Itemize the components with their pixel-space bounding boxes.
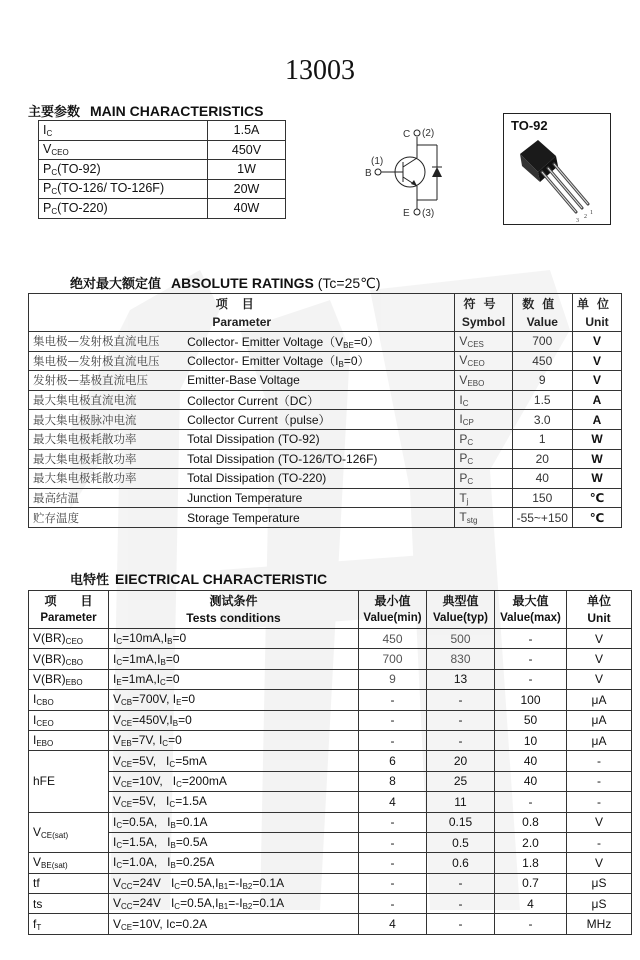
param-cell: $P_C(TO-126/$ TO-126F) (39, 179, 208, 199)
min-cell: 4 (359, 792, 427, 812)
value-cell: 3.0 (512, 410, 572, 430)
min-cell: - (359, 853, 427, 873)
heading-en: MAIN CHARACTERISTICS (90, 103, 264, 119)
unit-cell: μA (567, 730, 632, 750)
main-characteristics-table (38, 120, 286, 219)
max-cell: 50 (495, 710, 567, 730)
param-cell: hFE (29, 751, 109, 812)
header-parameter: 项目 Parameter (29, 294, 455, 332)
typ-cell: 13 (427, 669, 495, 689)
condition-cell: $I_C=0.5A$, $I_B=0.1A$ (109, 812, 359, 832)
table-row (29, 771, 632, 791)
heading-en: ABSOLUTE RATINGS (171, 275, 314, 291)
unit-cell: - (567, 832, 632, 852)
min-cell: 450 (359, 629, 427, 649)
param-cell: $V(BR)_{CEO}$ (29, 629, 109, 649)
param-cn-cell: 发射极—基极直流电压 (29, 371, 184, 391)
package-image-box (503, 113, 611, 225)
unit-cell: W (572, 429, 621, 449)
pin-c-label: C (403, 129, 411, 140)
typ-cell: - (427, 690, 495, 710)
max-cell: - (495, 669, 567, 689)
condition-cell: $V_{EB}=7V$, $I_C=0$ (109, 730, 359, 750)
table-row (29, 873, 632, 893)
table-row (29, 792, 632, 812)
param-cell: $I_{EBO}$ (29, 730, 109, 750)
typ-cell: - (427, 894, 495, 914)
table-row (29, 914, 632, 934)
absolute-ratings-heading (70, 273, 381, 292)
min-cell: - (359, 710, 427, 730)
min-cell: - (359, 894, 427, 914)
pin-b-label: B (365, 168, 372, 179)
param-en-cell: Collector Current（pulse） (183, 410, 455, 430)
unit-cell: μS (567, 873, 632, 893)
param-en-cell: Total Dissipation (TO-126/TO-126F) (183, 449, 455, 469)
param-cell: ts (29, 894, 109, 914)
typ-cell: - (427, 914, 495, 934)
unit-cell: V (567, 629, 632, 649)
param-en-cell: Junction Temperature (183, 488, 455, 508)
unit-cell: A (572, 390, 621, 410)
table-row (29, 629, 632, 649)
table-row (29, 812, 632, 832)
max-cell: - (495, 914, 567, 934)
table-row (29, 449, 622, 469)
header-parameter: 项 目 Parameter (29, 591, 109, 629)
param-cell: $I_{CBO}$ (29, 690, 109, 710)
max-cell: 100 (495, 690, 567, 710)
condition-cell: $V_{CC}=24V$ $I_C=0.5A,I_{B1}=-I_{B2}=0.1A$ (109, 894, 359, 914)
header-unit: 单位 Unit (567, 591, 632, 629)
condition-cell: $I_C=1.0A$, $I_B=0.25A$ (109, 853, 359, 873)
min-cell: 700 (359, 649, 427, 669)
table-row (29, 894, 632, 914)
table-row (29, 351, 622, 371)
condition-cell: $I_C=1mA,I_B=0$ (109, 649, 359, 669)
symbol-cell: $T_{stg}$ (455, 508, 512, 528)
param-cell: $I_C$ (39, 121, 208, 141)
table-row (29, 332, 622, 352)
symbol-cell: $V_{CEO}$ (455, 351, 512, 371)
max-cell: 40 (495, 771, 567, 791)
param-cn-cell: 最大集电极耗散功率 (29, 469, 184, 489)
value-cell: 700 (512, 332, 572, 352)
value-cell: 1.5 (512, 390, 572, 410)
param-cell: $V(BR)_{EBO}$ (29, 669, 109, 689)
min-cell: - (359, 873, 427, 893)
unit-cell: MHz (567, 914, 632, 934)
table-header-row (29, 294, 622, 332)
param-cell: $I_{CEO}$ (29, 710, 109, 730)
table-row (29, 751, 632, 771)
to92-package-icon (504, 114, 612, 226)
unit-cell: μS (567, 894, 632, 914)
unit-cell: V (572, 371, 621, 391)
table-row (29, 730, 632, 750)
symbol-cell: $V_{CES}$ (455, 332, 512, 352)
header-typ: 典型值 Value(typ) (427, 591, 495, 629)
table-row (29, 669, 632, 689)
header-value: 数值 Value (512, 294, 572, 332)
symbol-cell: $V_{EBO}$ (455, 371, 512, 391)
table-row (29, 710, 632, 730)
unit-cell: V (572, 332, 621, 352)
param-cn-cell: 集电极—发射极直流电压 (29, 332, 184, 352)
param-cell: $f_T$ (29, 914, 109, 934)
value-cell: 20W (208, 179, 286, 199)
min-cell: - (359, 832, 427, 852)
typ-cell: 0.6 (427, 853, 495, 873)
value-cell: 9 (512, 371, 572, 391)
condition-cell: $I_C=1.5A$, $I_B=0.5A$ (109, 832, 359, 852)
table-row (39, 140, 286, 160)
unit-cell: V (567, 812, 632, 832)
param-en-cell: Collector- Emitter $Voltage(I_B=0)$ (183, 351, 455, 371)
part-number-title: 13003 (285, 55, 355, 86)
value-cell: 450V (208, 140, 286, 160)
heading-condition: (Tc=25℃) (317, 275, 381, 291)
typ-cell: 20 (427, 751, 495, 771)
unit-cell: A (572, 410, 621, 430)
max-cell: 10 (495, 730, 567, 750)
main-characteristics-heading (28, 101, 263, 120)
header-symbol: 符号 Symbol (455, 294, 512, 332)
unit-cell: V (567, 853, 632, 873)
param-en-cell: Total Dissipation (TO-92) (183, 429, 455, 449)
heading-cn: 主要参数 (28, 105, 81, 120)
electrical-characteristics-table (28, 590, 632, 935)
max-cell: - (495, 629, 567, 649)
param-cn-cell: 最大集电极直流电流 (29, 390, 184, 410)
param-cell: $V(BR)_{CBO}$ (29, 649, 109, 669)
condition-cell: $V_{CC}=24V$ $I_C=0.5A,I_{B1}=-I_{B2}=0.1A$ (109, 873, 359, 893)
param-cn-cell: 集电极—发射极直流电压 (29, 351, 184, 371)
param-cn-cell: 最大集电极脉冲电流 (29, 410, 184, 430)
param-cell: $P_C(TO-220)$ (39, 199, 208, 219)
heading-cn: 电特性 (70, 573, 110, 588)
param-en-cell: Collector Current（DC） (183, 390, 455, 410)
typ-cell: 0.15 (427, 812, 495, 832)
max-cell: - (495, 792, 567, 812)
pin-3-label: 3 (576, 218, 579, 224)
absolute-ratings-table (28, 293, 622, 528)
value-cell: 1 (512, 429, 572, 449)
unit-cell: W (572, 469, 621, 489)
value-cell: 150 (512, 488, 572, 508)
pin-e-num: (3) (422, 208, 435, 219)
npn-transistor-diode-symbol (365, 120, 455, 225)
typ-cell: 0.5 (427, 832, 495, 852)
table-row (29, 429, 622, 449)
value-cell: -55~+150 (512, 508, 572, 528)
header-min: 最小值 Value(min) (359, 591, 427, 629)
package-label: TO-92 (511, 118, 548, 133)
param-en-cell: Emitter-Base Voltage (183, 371, 455, 391)
param-en-cell: Total Dissipation (TO-220) (183, 469, 455, 489)
typ-cell: 25 (427, 771, 495, 791)
typ-cell: 500 (427, 629, 495, 649)
max-cell: 2.0 (495, 832, 567, 852)
condition-cell: $V_{CB}=700V$, $I_E=0$ (109, 690, 359, 710)
unit-cell: - (567, 792, 632, 812)
min-cell: - (359, 690, 427, 710)
max-cell: - (495, 649, 567, 669)
header-conditions: 测试条件 Tests conditions (109, 591, 359, 629)
pin-b-num: (1) (371, 156, 384, 167)
table-row (29, 410, 622, 430)
table-header-row (29, 591, 632, 629)
unit-cell: μA (567, 710, 632, 730)
header-unit: 单位 Unit (572, 294, 621, 332)
condition-cell: $V_{CE}=450V,I_B=0$ (109, 710, 359, 730)
symbol-cell: $P_C$ (455, 449, 512, 469)
electrical-heading (70, 569, 327, 588)
table-row (29, 371, 622, 391)
heading-en: EIECTRICAL CHARACTERISTIC (115, 571, 328, 587)
value-cell: 40W (208, 199, 286, 219)
param-cell: $V_{BE(sat)}$ (29, 853, 109, 873)
header-max: 最大值 Value(max) (495, 591, 567, 629)
unit-cell: ℃ (572, 508, 621, 528)
table-row (29, 469, 622, 489)
unit-cell: V (572, 351, 621, 371)
condition-cell: $V_{CE}=10V$, $I_C=200mA$ (109, 771, 359, 791)
symbol-cell: $P_C$ (455, 429, 512, 449)
symbol-cell: $T_j$ (455, 488, 512, 508)
unit-cell: ℃ (572, 488, 621, 508)
param-cell: $P_C(TO-92)$ (39, 160, 208, 180)
condition-cell: $I_C=10mA,I_B=0$ (109, 629, 359, 649)
symbol-cell: $I_{CP}$ (455, 410, 512, 430)
param-cell: $V_{CEO}$ (39, 140, 208, 160)
condition-cell: $I_E=1mA,I_C=0$ (109, 669, 359, 689)
heading-cn: 绝对最大额定值 (70, 277, 162, 292)
value-cell: 20 (512, 449, 572, 469)
unit-cell: V (567, 649, 632, 669)
unit-cell: W (572, 449, 621, 469)
min-cell: - (359, 812, 427, 832)
table-row (39, 179, 286, 199)
symbol-cell: $I_C$ (455, 390, 512, 410)
table-row (29, 488, 622, 508)
table-row (39, 160, 286, 180)
typ-cell: - (427, 873, 495, 893)
pin-e-label: E (403, 208, 410, 219)
value-cell: 450 (512, 351, 572, 371)
value-cell: 1.5A (208, 121, 286, 141)
pin-1-label: 1 (590, 210, 593, 216)
param-cell: $V_{CE(sat)}$ (29, 812, 109, 853)
typ-cell: - (427, 710, 495, 730)
table-row (29, 853, 632, 873)
param-cn-cell: 最高结温 (29, 488, 184, 508)
unit-cell: - (567, 751, 632, 771)
param-cn-cell: 贮存温度 (29, 508, 184, 528)
param-cn-cell: 最大集电极耗散功率 (29, 449, 184, 469)
condition-cell: $V_{CE}=5V$, $I_C=5mA$ (109, 751, 359, 771)
typ-cell: 830 (427, 649, 495, 669)
max-cell: 0.8 (495, 812, 567, 832)
value-cell: 1W (208, 160, 286, 180)
typ-cell: 11 (427, 792, 495, 812)
param-en-cell: Storage Temperature (183, 508, 455, 528)
param-en-cell: Collector- Emitter $Voltage(V_{BE}=0)$ (183, 332, 455, 352)
condition-cell: $V_{CE}=10V$, Ic=0.2A (109, 914, 359, 934)
pin-2-label: 2 (584, 214, 587, 220)
symbol-cell: $P_C$ (455, 469, 512, 489)
unit-cell: μA (567, 690, 632, 710)
max-cell: 0.7 (495, 873, 567, 893)
unit-cell: - (567, 771, 632, 791)
param-cell: tf (29, 873, 109, 893)
table-row (29, 649, 632, 669)
param-cn-cell: 最大集电极耗散功率 (29, 429, 184, 449)
min-cell: 6 (359, 751, 427, 771)
max-cell: 40 (495, 751, 567, 771)
table-row (29, 508, 622, 528)
min-cell: 4 (359, 914, 427, 934)
table-row (39, 199, 286, 219)
condition-cell: $V_{CE}=5V$, $I_C=1.5A$ (109, 792, 359, 812)
table-row (29, 832, 632, 852)
min-cell: 9 (359, 669, 427, 689)
min-cell: - (359, 730, 427, 750)
table-row (39, 121, 286, 141)
table-row (29, 690, 632, 710)
unit-cell: V (567, 669, 632, 689)
min-cell: 8 (359, 771, 427, 791)
pin-c-num: (2) (422, 128, 435, 139)
typ-cell: - (427, 730, 495, 750)
table-row (29, 390, 622, 410)
value-cell: 40 (512, 469, 572, 489)
max-cell: 1.8 (495, 853, 567, 873)
max-cell: 4 (495, 894, 567, 914)
